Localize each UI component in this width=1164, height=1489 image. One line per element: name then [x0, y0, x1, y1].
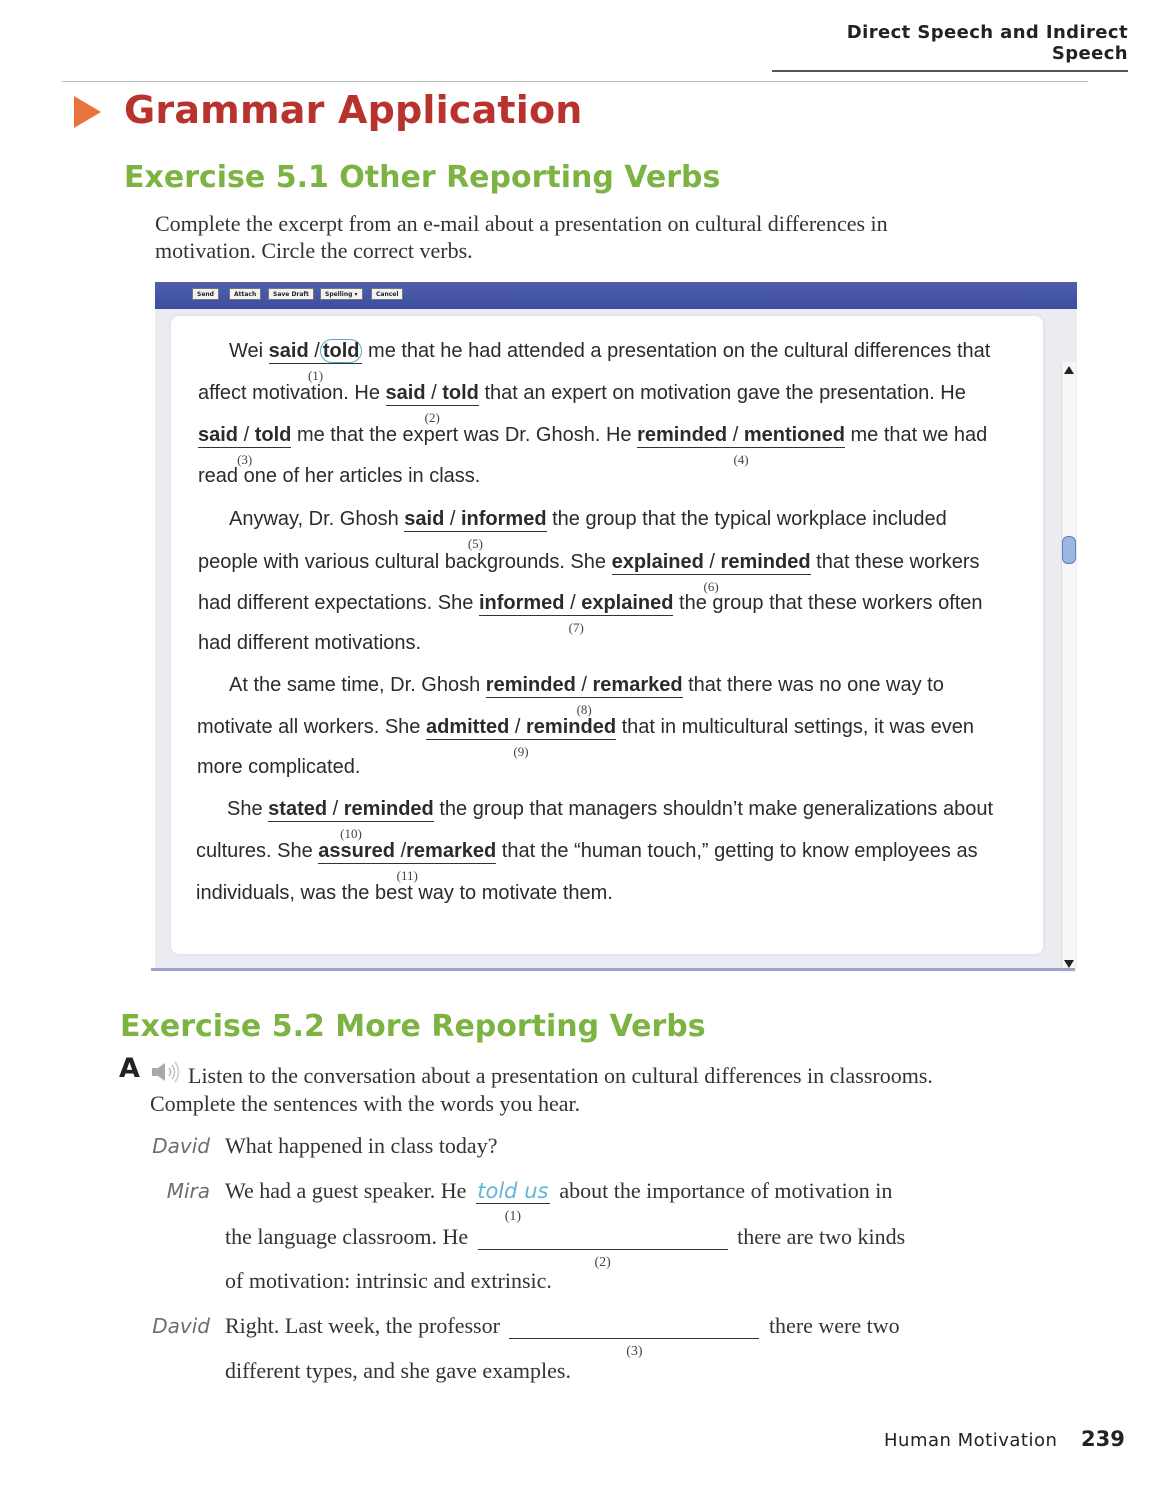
text-line: read one of her articles in class. — [198, 465, 481, 487]
choice-3[interactable]: said / told (3) — [198, 424, 292, 467]
section-title: Grammar Application — [124, 88, 583, 132]
text-line: more complicated. — [197, 756, 361, 778]
exercise-5-2-instructions-line1: Listen to the conversation about a presentation on cultural differences in classrooms. — [188, 1063, 933, 1088]
save-draft-button[interactable]: Save Draft — [268, 288, 314, 300]
spelling-button[interactable]: Spelling ▾ — [320, 288, 363, 300]
choice-7[interactable]: informed / explained (7) — [478, 592, 674, 635]
choice-8[interactable]: reminded / remarked (8) — [485, 674, 683, 717]
choice-1[interactable]: said / told (1) — [269, 340, 363, 364]
text-line: people with various cultural backgrounds. She explained / reminded (6) that these workers — [198, 551, 980, 594]
cancel-button[interactable]: Cancel — [371, 288, 403, 300]
running-head: Direct Speech and Indirect Speech — [772, 22, 1128, 72]
dialogue-line: Right. Last week, the professor (3) there were two — [225, 1313, 900, 1359]
text-line: affect motivation. He said / told (2) that an expert on motivation gave the presentation. He — [198, 382, 966, 425]
choice-11[interactable]: assured /remarked (11) — [318, 840, 497, 883]
scroll-down-icon[interactable] — [1064, 960, 1074, 968]
choice-1-circled-answer[interactable]: told — [320, 339, 363, 363]
text-line: had different motivations. — [198, 632, 422, 654]
text-line: cultures. She assured /remarked (11) that the “human touch,” getting to know employees as — [196, 840, 978, 883]
exercise-5-1-title: Exercise 5.1 Other Reporting Verbs — [124, 160, 721, 195]
choice-4[interactable]: reminded / mentioned (4) — [637, 424, 845, 467]
scroll-thumb[interactable] — [1062, 536, 1076, 564]
choice-5[interactable]: said / informed (5) — [404, 508, 547, 551]
text-line: Wei said / told (1) me that he had attended a presentation on the cultural differences that — [229, 340, 991, 383]
answer-blank-3[interactable]: (3) — [509, 1314, 759, 1339]
answer-blank-2[interactable]: (2) — [478, 1225, 728, 1250]
email-scrollbar[interactable] — [1061, 362, 1076, 972]
exercise-5-2-instructions-line2: Complete the sentences with the words you hear. — [150, 1091, 581, 1116]
dialogue-line: We had a guest speaker. He told us (1) about the importance of motivation in — [225, 1178, 893, 1224]
exercise-5-2-title: Exercise 5.2 More Reporting Verbs — [120, 1009, 706, 1044]
speaker-label: Mira — [166, 1179, 210, 1203]
scroll-up-icon[interactable] — [1064, 366, 1074, 374]
attach-button[interactable]: Attach — [229, 288, 261, 300]
text-line: She stated / reminded (10) the group that managers shouldn’t make generalizations about — [227, 798, 994, 841]
dialogue-line: different types, and she gave examples. — [225, 1358, 571, 1383]
page-number: 239 — [1081, 1427, 1125, 1451]
text-line: motivate all workers. She admitted / reminded (9) that in multicultural settings, it was even — [197, 716, 974, 759]
speaker-label: David — [152, 1314, 210, 1338]
send-button[interactable]: Send — [192, 288, 219, 300]
text-line: said / told (3) me that the expert was Dr. Ghosh. He reminded / mentioned (4) me that we had — [198, 424, 988, 467]
email-toolbar — [155, 282, 1077, 309]
choice-2[interactable]: said / told (2) — [385, 382, 479, 425]
audio-speaker-icon[interactable] — [150, 1061, 182, 1083]
dialogue-line: of motivation: intrinsic and extrinsic. — [225, 1268, 552, 1293]
text-line: At the same time, Dr. Ghosh reminded / remarked (8) that there was no one way to — [229, 674, 944, 717]
text-line: Anyway, Dr. Ghosh said / informed (5) the group that the typical workplace included — [229, 508, 947, 551]
text-line: had different expectations. She informed / explained (7) the group that these workers often — [198, 592, 983, 635]
dialogue-line: What happened in class today? — [225, 1133, 498, 1158]
text-line: individuals, was the best way to motivate them. — [196, 882, 613, 904]
choice-6[interactable]: explained / reminded (6) — [611, 551, 811, 594]
answer-blank-1[interactable]: told us (1) — [477, 1179, 549, 1224]
speaker-label: David — [152, 1134, 210, 1158]
choice-10[interactable]: stated / reminded (10) — [268, 798, 434, 841]
section-arrow-icon — [74, 96, 101, 128]
choice-9[interactable]: admitted / reminded (9) — [425, 716, 617, 759]
exercise-5-1-instructions: Complete the excerpt from an e-mail about a presentation on cultural differences in motivation. Circle the correct verbs. — [155, 211, 888, 263]
part-letter: A — [119, 1053, 140, 1084]
footer-chapter-title: Human Motivation — [884, 1430, 1058, 1451]
top-rule — [62, 81, 1088, 82]
email-bottom-rule — [151, 968, 1075, 971]
dialogue-line: the language classroom. He (2) there are two kinds — [225, 1224, 906, 1270]
